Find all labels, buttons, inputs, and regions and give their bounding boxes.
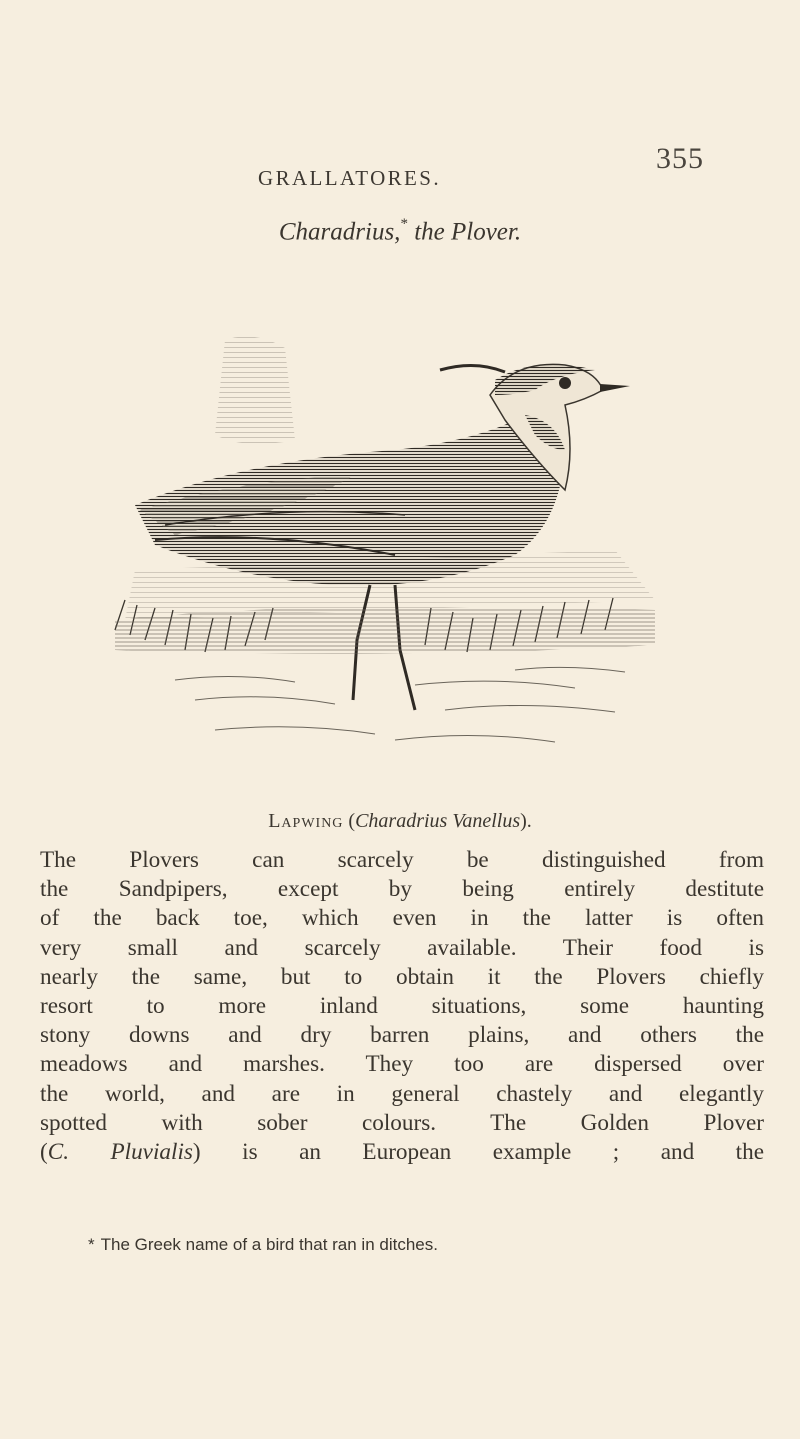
text-line: of the back toe, which even in the latter is often <box>40 905 764 932</box>
line-rest: ) is an European example ; and the <box>192 1138 764 1165</box>
latin-name: C. Pluvialis <box>47 1138 193 1165</box>
text-line: resort to more inland situations, some haunting <box>40 992 764 1019</box>
lapwing-engraving <box>95 300 695 800</box>
running-head <box>0 142 800 196</box>
marsh-grass <box>115 607 655 654</box>
section-title: GRALLATORES. <box>258 166 442 190</box>
text-line: the Sandpipers, except by being entirely destitute <box>40 876 764 903</box>
text-line: nearly the same, but to obtain it the Plovers chiefly <box>40 963 764 990</box>
genus-name: Charadrius, <box>278 218 401 246</box>
text-line: stony downs and dry barren plains, and others the <box>40 1022 764 1049</box>
paren-open: ( <box>40 1138 48 1165</box>
page-heading <box>0 218 800 246</box>
bird-crest-plume <box>440 365 505 372</box>
bird-beak <box>600 384 630 392</box>
text-line: very small and scarcely available. Their food is <box>40 934 764 961</box>
footnote-star: * <box>88 1235 95 1254</box>
text-line: the world, and are in general chastely and elegantly <box>40 1080 764 1107</box>
footnote-mark: * <box>400 216 408 232</box>
caption-latin-name: Charadrius Vanellus <box>355 810 521 832</box>
caption-open: ( <box>343 810 356 832</box>
text-line: spotted with sober colours. The Golden Plover <box>40 1109 764 1136</box>
body-paragraph <box>40 846 764 1167</box>
footnote-text: The Greek name of a bird that ran in ditches. <box>100 1235 438 1254</box>
text-line: meadows and marshes. They too are dispersed over <box>40 1051 764 1078</box>
caption-common-name: Lapwing <box>268 810 344 832</box>
figure-caption <box>0 810 800 833</box>
footnote <box>88 1235 438 1255</box>
text-line: The Plovers can scarcely be distinguished from <box>40 847 764 873</box>
bird-eye <box>559 377 571 389</box>
water-ripples <box>175 667 625 742</box>
text-line-last <box>40 1138 764 1167</box>
sky-shading <box>215 336 295 444</box>
common-name: the Plover. <box>407 218 522 246</box>
lapwing-illustration <box>95 300 695 800</box>
caption-close: ). <box>520 810 532 832</box>
page-number: 355 <box>656 142 704 175</box>
